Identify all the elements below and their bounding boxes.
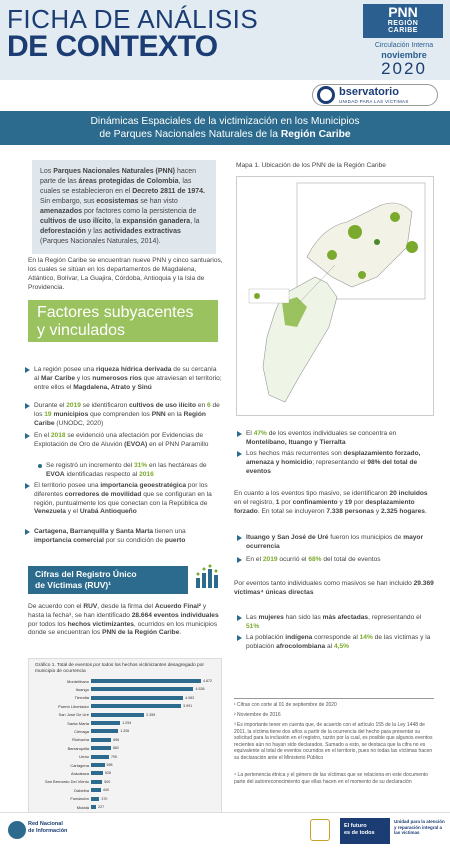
cifras-l1: Cifras del Registro Único xyxy=(35,569,137,579)
r5-t1: Las xyxy=(246,614,259,621)
intro-b2: áreas protegidas de Colombia xyxy=(78,178,179,185)
right-bullet-3 xyxy=(246,534,436,552)
chart-category-label: San José De Uré xyxy=(58,712,89,718)
b1-s1: riqueza hídrica derivada xyxy=(95,366,172,373)
intro-t2: hacen parte de las xyxy=(40,168,197,185)
chart-category-label: Ituango xyxy=(75,686,89,692)
b4-s2: corredores de movilidad xyxy=(64,490,142,498)
chart-category-label: Riohacha xyxy=(72,737,89,743)
b3s-g2: 2016 xyxy=(139,470,154,478)
intro-t1: Los xyxy=(40,168,54,175)
r2-t2: ; representando el xyxy=(312,458,368,466)
b1-s2: Mar Caribe xyxy=(40,374,76,382)
chart-value-label: 896 xyxy=(113,737,120,742)
bullet-1 xyxy=(34,366,222,392)
circulation-label: Circulación Interna xyxy=(374,42,434,49)
chart-bar xyxy=(91,746,111,750)
ruv-s5: PNN de la Región Caribe xyxy=(102,629,180,637)
intro-t3: , las cuales se establecieron en el xyxy=(40,178,192,195)
b3s-s1: EVOA xyxy=(46,470,65,478)
p2-s8: 2.325 hogares xyxy=(380,507,425,515)
b2-s3: PNN xyxy=(151,410,166,418)
b4-t2: por los diferentes xyxy=(34,482,208,498)
r6-s2: afrocolombiana xyxy=(276,642,326,650)
r6-g2: 4,5% xyxy=(333,642,349,650)
chart-category-label: Ciénaga xyxy=(74,728,89,734)
ruv-t1: De acuerdo con el xyxy=(28,603,84,610)
right-bullet-6 xyxy=(246,634,436,652)
dot-bullet-icon xyxy=(38,464,42,468)
b3-t1: En el xyxy=(34,432,51,439)
chart-category-label: Dabeiba xyxy=(74,787,89,793)
b3s-t3: identificadas respecto al xyxy=(64,470,140,478)
chart-category-label: Fundación xyxy=(70,796,89,802)
b2-t7: en la xyxy=(165,410,184,418)
ruv-t6: . xyxy=(179,629,182,637)
b1-t4: que atraviesan el territorio; entre ellos el xyxy=(34,374,222,391)
p2-s6: desplazamiento forzado xyxy=(234,498,415,515)
intro-t6: por factores como la persistencia de xyxy=(82,208,197,215)
b5-s1: Cartagena, Barranquilla y Santa Marta xyxy=(34,528,154,535)
observatorio-logo xyxy=(312,84,438,106)
r6-s1: indígena xyxy=(285,634,313,641)
observatorio-name: bservatorio xyxy=(339,86,399,98)
r4-g1: 2019 xyxy=(262,556,278,563)
pnn-label: PNN xyxy=(388,4,418,20)
intro-t7: , la xyxy=(111,218,123,225)
rni-l1: Red Nacional xyxy=(28,821,63,827)
map-title: Mapa 1. Ubicación de los PNN de la Región Caribe xyxy=(236,162,386,169)
chart-value-label: 2.359 xyxy=(146,712,156,717)
main-title-line2-text: de Parques Nacionales Naturales de la xyxy=(99,129,281,140)
ruv-s4: hechos victimizantes xyxy=(67,620,134,628)
b1-t2: de su cercanía al xyxy=(34,366,217,382)
chart-bar xyxy=(91,721,120,725)
b4-s1: importancia geoestratégica xyxy=(100,482,187,489)
b5-t2: por su condición de xyxy=(104,536,165,544)
p2-t1: En cuanto a los eventos tipo masivo, se identificaron xyxy=(234,490,390,497)
triangle-bullet-icon xyxy=(237,557,242,563)
chart-bar xyxy=(91,704,181,708)
b2-g1: 2019 xyxy=(66,402,81,409)
chart-title: Gráfico 1. Total de eventos por todos los hechos victimizantes desagregado por municipio de ocurrencia xyxy=(35,663,204,674)
r5-t2: han sido las xyxy=(283,614,323,621)
chart-value-label: 370 xyxy=(101,796,108,801)
b2-s2: municipios xyxy=(53,410,89,418)
triangle-bullet-icon xyxy=(237,451,242,457)
bullet-2 xyxy=(34,402,222,428)
r6-t4: al xyxy=(325,642,334,650)
r5-s2: más afectadas xyxy=(322,614,369,621)
b2-s1: cultivos de uso ilícito xyxy=(128,402,197,409)
main-title-region: Región Caribe xyxy=(280,129,351,140)
chart-bar xyxy=(91,755,109,759)
year-label: 2020 xyxy=(381,59,427,78)
p2-t5: y xyxy=(337,498,345,506)
factores-l1: Factores subyacentes xyxy=(37,304,194,321)
chart-bar xyxy=(91,805,96,809)
intro-b4: ecosistemas xyxy=(96,198,139,205)
r4-t2: ocurrió el xyxy=(277,556,309,563)
chart-bar xyxy=(91,713,144,717)
chart-bar xyxy=(91,771,103,775)
b1-t1: La región posee una xyxy=(34,366,96,373)
r1-g2: 47% xyxy=(253,430,267,437)
chart-value-label: 227 xyxy=(98,805,105,809)
intro-b6: cultivos de uso ilícito xyxy=(40,218,112,225)
footer xyxy=(0,812,450,848)
footnote-1: ¹ Cifras con corte al 01 de septiembre de 2020 xyxy=(234,702,337,708)
ruv-s1: RUV xyxy=(83,603,98,610)
b2-g3: 19 xyxy=(44,410,52,418)
p2-s7: 7.338 personas xyxy=(326,507,375,515)
r1-s1: Montelíbano, Ituango y Tierralta xyxy=(246,438,346,446)
b4-t4: y el xyxy=(65,508,80,516)
r2-s1: desplazamiento forzado, amenaza y homicidio xyxy=(246,450,421,466)
ruv-t3: y hasta la fecha³, se han identificado xyxy=(28,603,207,619)
futuro-l1: El futuro xyxy=(344,823,367,829)
region-label: REGIÓN xyxy=(387,20,419,27)
b2-g2: 6 xyxy=(207,402,211,409)
chart-category-label: Barranquilla xyxy=(67,745,89,751)
footnote-4: ⁴ La pertenencia étnica y el género de las víctimas que se relaciona en este documento parte del autorreconocimiento que ellas hacen en el momento de su declaración xyxy=(234,772,428,785)
r6-t1: La población xyxy=(246,634,286,641)
chart-category-label: Aracataca xyxy=(70,770,89,776)
b1-t3: y los xyxy=(75,374,93,382)
r2-s2: 98% del total de eventos xyxy=(246,458,418,475)
r3-t1: fueron los municipios de xyxy=(328,534,404,541)
intro-b8: deforestación xyxy=(40,228,86,235)
p2-s1: 20 xyxy=(389,490,397,497)
cifras-l2: de Víctimas (RUV)¹ xyxy=(35,580,112,590)
victimas-paragraph xyxy=(234,580,434,598)
p2-s2: incluidos xyxy=(398,490,428,497)
b2-t6: que comprenden los xyxy=(88,410,152,418)
chart-category-label: Santa Marta xyxy=(67,720,89,726)
right-bullet-2 xyxy=(246,450,436,476)
intro-t9: y las xyxy=(85,228,105,235)
factores-l2: y vinculados xyxy=(37,322,126,339)
chart-bar xyxy=(91,738,111,742)
triangle-bullet-icon xyxy=(237,615,242,621)
bar-chart-icon xyxy=(192,564,220,592)
chart-bar xyxy=(91,780,102,784)
p2-s4: confinamiento xyxy=(292,498,338,506)
region-paragraph: En la Región Caribe se encuentran nueve PNN y cinco santuarios, los cuales se sitúan en los departamentos de Magdalena, Atlántico, Bolívar, La Guajira, Córdoba, Antioquia y la Isla de Providencia. xyxy=(28,257,223,291)
main-title-line2 xyxy=(0,128,450,141)
p2-t8: y xyxy=(374,507,381,515)
unidad-label: Unidad para la atención y reparación integral a las víctimas xyxy=(394,819,445,835)
r4-t3: del total de eventos xyxy=(321,556,381,563)
intro-b1: Parques Nacionales Naturales (PNN) xyxy=(53,168,175,175)
chart-category-label: Puerto Libertador xyxy=(58,703,89,709)
ruv-t4: por todos los xyxy=(28,620,68,628)
b2-t8: (UNODC, 2020) xyxy=(54,419,104,427)
intro-t8: , la xyxy=(190,218,200,225)
chart-category-label: Tierralta xyxy=(74,695,89,701)
title-line-1: FICHA DE ANÁLISIS xyxy=(7,4,259,34)
ruv-paragraph xyxy=(28,603,224,638)
b4-s4: Urabá Antioqueño xyxy=(79,508,137,516)
b4-t1: El territorio posee una xyxy=(34,482,101,489)
chart-value-label: 882 xyxy=(112,746,119,751)
intro-b5: amenazados xyxy=(40,208,83,215)
chart-bar xyxy=(91,763,105,767)
rni-logo-icon xyxy=(8,821,26,839)
p3-s1: 29.369 víctimas⁴ únicas directas xyxy=(234,580,434,596)
p2-t6: por xyxy=(352,498,366,506)
footnote-2: ² Noviembre de 2016 xyxy=(234,712,281,718)
p2-t4: por xyxy=(279,498,293,506)
masivo-paragraph xyxy=(234,490,434,516)
chart-category-label: Mutatá xyxy=(76,804,89,810)
b3s-t1: Se registró un incremento del xyxy=(46,462,134,469)
b3-t2: se evidenció una afectación por Evidencias de Explotación de Oro de Aluvión xyxy=(34,432,204,448)
chart-bar xyxy=(91,788,101,792)
rni-l2: de Información xyxy=(28,828,68,834)
r1-t1: de los eventos individuales se concentra en xyxy=(266,430,397,437)
triangle-bullet-icon xyxy=(25,367,30,373)
bullet-3-sub xyxy=(46,462,222,480)
chart-bar xyxy=(91,679,201,683)
triangle-bullet-icon xyxy=(25,529,30,535)
r5-t3: , representando el xyxy=(368,614,422,621)
p2-t7: . En total se incluyeron xyxy=(257,507,327,515)
chart-category-label: Cartagena xyxy=(70,762,89,768)
b3s-g1: 31% xyxy=(133,462,148,469)
chart-category-label: San Bernardo Del Viento xyxy=(44,779,89,785)
chart-bar xyxy=(91,729,118,733)
chart-category-label: Urrao xyxy=(78,754,89,760)
footnote-divider xyxy=(234,698,434,699)
chart-value-label: 795 xyxy=(110,754,117,759)
chart-bar xyxy=(91,696,183,700)
b5-t1: tienen una xyxy=(153,528,186,535)
pnn-map xyxy=(236,176,434,416)
chart-value-label: 4.538 xyxy=(195,687,205,692)
intro-t10: (Parques Nacionales Naturales, 2014). xyxy=(40,238,161,245)
p2-s5: 19 xyxy=(344,498,353,506)
chart-value-label: 440 xyxy=(102,788,109,793)
r5-g1: 51% xyxy=(246,622,260,630)
futuro-badge xyxy=(340,818,390,844)
b2-t4: de los xyxy=(34,402,220,418)
rni-label xyxy=(28,821,67,835)
right-bullet-4 xyxy=(246,556,436,565)
triangle-bullet-icon xyxy=(237,431,242,437)
bullet-3 xyxy=(34,432,222,450)
chart-value-label: 528 xyxy=(104,771,111,776)
caribe-map-graphic xyxy=(237,177,435,417)
b1-s3: numerosos ríos xyxy=(92,374,142,382)
observatorio-sub: UNIDAD PARA LAS VÍCTIMAS xyxy=(339,99,409,104)
futuro-l2: es de todos xyxy=(344,830,375,836)
intro-t4: Sin embargo, sus xyxy=(40,198,97,205)
escudo-icon xyxy=(310,819,330,841)
observatorio-o-icon xyxy=(317,86,335,104)
r4-t1: En el xyxy=(246,556,263,563)
r5-s1: mujeres xyxy=(258,614,284,621)
p2-t3: en el registro, xyxy=(234,498,276,506)
chart-value-label: 1.294 xyxy=(122,721,132,725)
ruv-s3: 28.664 eventos individuales xyxy=(131,611,219,619)
chart-value-label: 598 xyxy=(106,763,113,767)
p2-t9: . xyxy=(424,507,427,515)
b5-s3: puerto xyxy=(164,536,186,544)
pnn-badge xyxy=(363,4,443,38)
triangle-bullet-icon xyxy=(25,483,30,489)
chart-value-label: 4.872 xyxy=(203,679,212,683)
b4-s3: Venezuela xyxy=(34,508,66,516)
r2-t1: Los hechos más recurrentes son xyxy=(246,450,344,457)
b4-t3: que se configuran en la región, puntualmente los que conectan con la República de xyxy=(34,490,212,507)
r6-t2: corresponde al xyxy=(312,634,360,641)
triangle-bullet-icon xyxy=(237,535,242,541)
ruv-t2: , desde la firma del xyxy=(97,603,155,610)
factores-heading xyxy=(28,300,218,342)
cifras-heading xyxy=(28,566,188,594)
chart-value-label: 4.083 xyxy=(185,695,195,700)
chart-value-label: 1.206 xyxy=(120,729,130,734)
r3-s1: Ituango y San José de Uré xyxy=(246,534,329,541)
triangle-bullet-icon xyxy=(25,403,30,409)
month-label: noviembre xyxy=(381,50,427,60)
b2-t3: en xyxy=(196,402,208,409)
bullet-5 xyxy=(34,528,222,546)
footnote-3: ³ Es importante tener en cuenta que, de acuerdo con el artículo 155 de la Ley 1448 de 2011, la víctima tiene dos años a partir de la ocurrencia del hecho para presentar su solicitud para la inclusión en el registro, razón por la cual, es posible que algunos eventos recientes aún no hayan sido declarados. Sumado a esto, se destaca que la cifra no es equivalente al total de eventos ocurridos en el territorio, pues no todas las víctimas hacen su declaración ante el Ministerio Público xyxy=(234,722,433,761)
chart-bar xyxy=(91,687,193,691)
r1-g1: El xyxy=(246,430,254,437)
chart-value-label: 500 xyxy=(104,779,111,784)
r4-g2: 68% xyxy=(308,556,322,563)
chart-bar xyxy=(91,797,99,801)
ruv-t5: , ocurridos en los municipios donde se encuentran los xyxy=(28,620,218,637)
b1-s4: Magdalena, Atrato y Sinú xyxy=(73,383,152,391)
b2-s4: Región Caribe xyxy=(34,410,206,427)
intro-box xyxy=(32,160,216,254)
title-line-2: DE CONTEXTO xyxy=(7,30,218,63)
chart-category-label: Montelíbano xyxy=(66,678,89,684)
b3-t3: en el PNN Paramillo xyxy=(147,440,209,448)
b3-s1: (EVOA) xyxy=(124,440,148,448)
b5-s2: importancia comercial xyxy=(34,536,104,544)
chart-value-label: 3.991 xyxy=(183,704,193,709)
right-bullet-1 xyxy=(246,430,436,448)
intro-b3: Decreto 2811 de 1974. xyxy=(132,188,206,195)
b2-t2: se identificaron xyxy=(80,402,129,409)
right-bullet-5 xyxy=(246,614,436,632)
r6-g1: 14% xyxy=(359,634,373,641)
region-name: CARIBE xyxy=(388,27,418,34)
r3-s2: mayor ocurrencia xyxy=(246,534,424,550)
intro-b7: expansión ganadera xyxy=(122,218,191,225)
intro-b9: actividades extractivas xyxy=(104,228,181,235)
ruv-s2: Acuerdo Final² xyxy=(154,603,201,610)
b2-t1: Durante el xyxy=(34,402,67,409)
bullet-4 xyxy=(34,482,222,517)
p2-s3: 1 xyxy=(275,498,280,506)
p3-t1: Por eventos tanto individuales como masivos se han incluido xyxy=(234,580,414,587)
main-title-band xyxy=(0,111,450,145)
triangle-bullet-icon xyxy=(237,635,242,641)
intro-t5: se han visto xyxy=(138,198,178,205)
main-title-line1: Dinámicas Espaciales de la victimización en los Municipios xyxy=(90,116,360,127)
r6-t3: de las víctimas y la población xyxy=(246,634,431,650)
b3-g1: 2018 xyxy=(50,432,66,439)
triangle-bullet-icon xyxy=(25,433,30,439)
b3s-t2: en las hectáreas de xyxy=(147,462,207,469)
